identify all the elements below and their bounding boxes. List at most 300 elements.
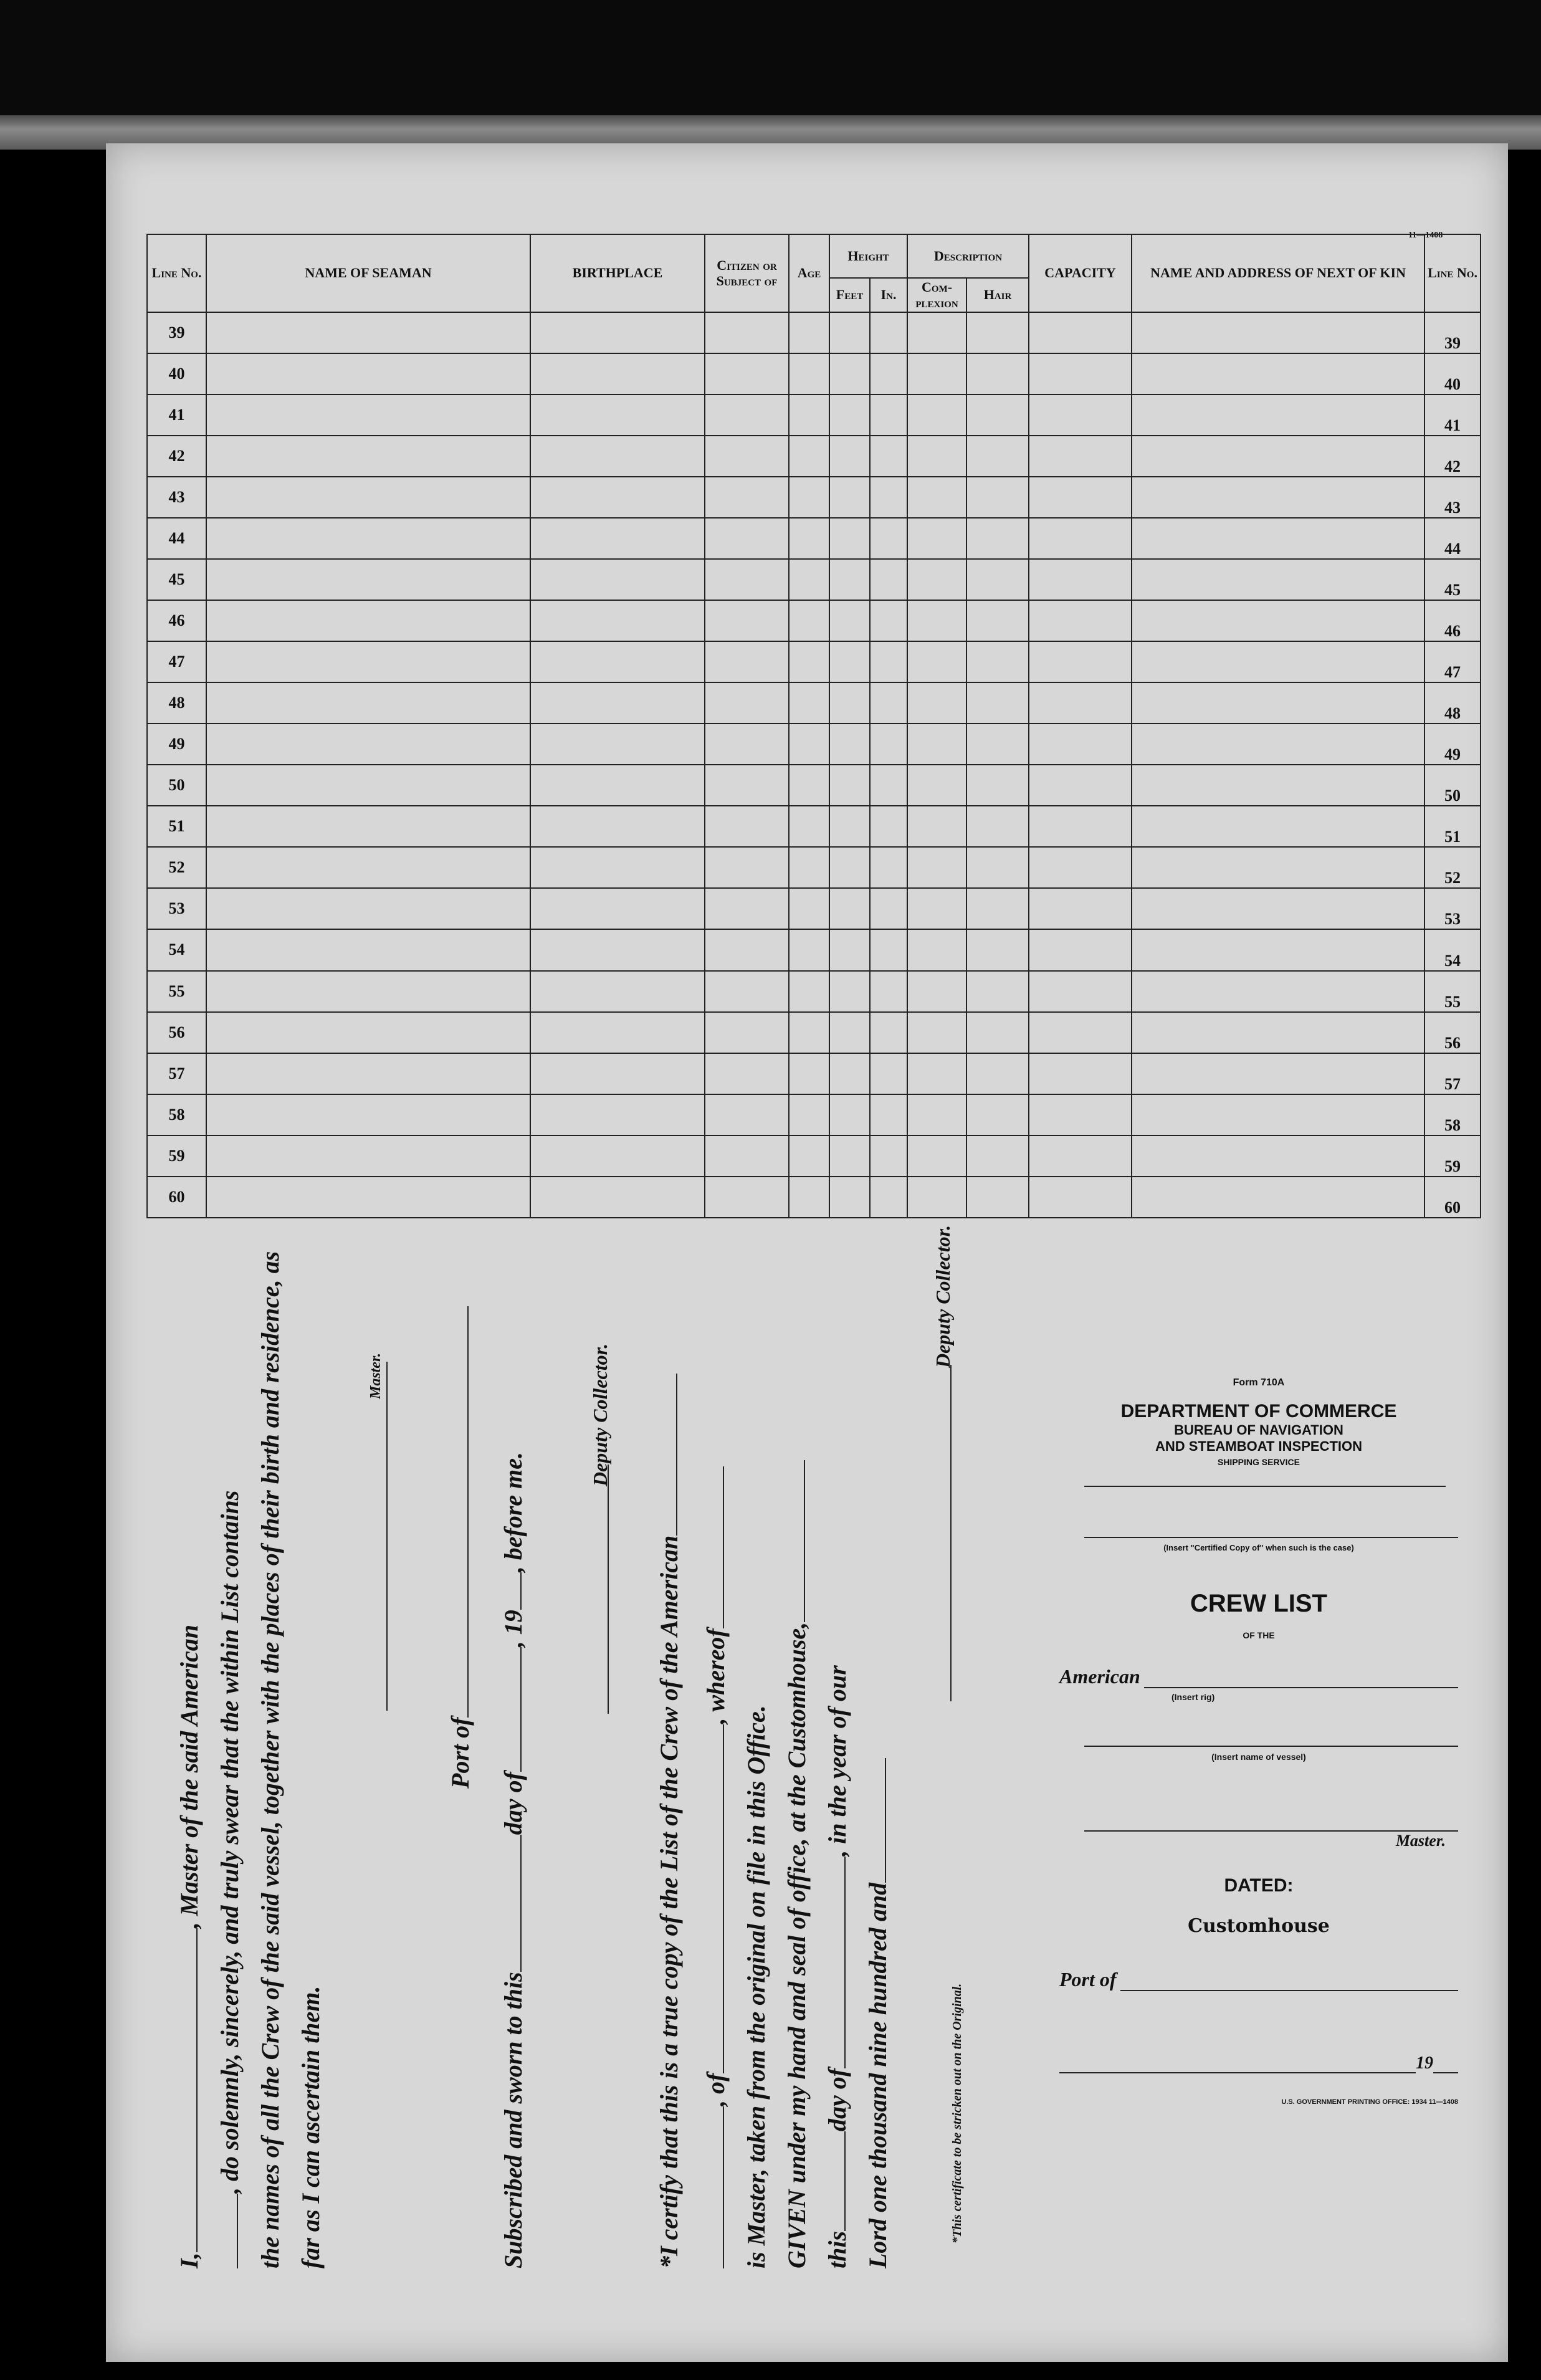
entry-cell [1132, 600, 1424, 641]
line-number-right: 60 [1424, 1177, 1481, 1218]
entry-cell [705, 1177, 789, 1218]
entry-cell [705, 971, 789, 1012]
entry-cell [530, 353, 705, 394]
entry-cell [1029, 1053, 1132, 1094]
line-number-right: 52 [1424, 847, 1481, 888]
line-number-right: 39 [1424, 312, 1481, 353]
line-number-left: 43 [147, 477, 206, 518]
entry-cell [1132, 806, 1424, 847]
entry-cell [1132, 1135, 1424, 1177]
header-description: Description [907, 234, 1029, 278]
master-signature-label [368, 1362, 392, 1711]
entry-cell [530, 1012, 705, 1053]
entry-cell [829, 1177, 870, 1218]
entry-cell [530, 436, 705, 477]
line-number-right: 58 [1424, 1094, 1481, 1135]
entry-cell [530, 1094, 705, 1135]
entry-cell [966, 600, 1029, 641]
customhouse-blank [785, 1460, 805, 1622]
printer-imprint: U.S. GOVERNMENT PRINTING OFFICE: 1934 11—1408 [1281, 2098, 1458, 2106]
entry-cell [206, 559, 530, 600]
cover-panel [1059, 1377, 1458, 2106]
entry-cell [829, 682, 870, 724]
entry-cell [907, 641, 966, 682]
entry-cell [206, 1177, 530, 1218]
line-number-right: 41 [1424, 394, 1481, 436]
entry-cell [966, 1094, 1029, 1135]
entry-cell [206, 806, 530, 847]
subscribed-line: Subscribed and sworn to thisday of, 19, before me. [499, 1451, 527, 2268]
table-row [147, 847, 1481, 888]
certified-copy-note: (Insert "Certified Copy of" when such is the case) [1163, 1543, 1354, 1552]
line-number-left: 58 [147, 1094, 206, 1135]
entry-cell [829, 1012, 870, 1053]
certificate-line-5: thisday of, in the year of our [823, 1665, 851, 2268]
entry-cell [206, 929, 530, 970]
entry-cell [1132, 888, 1424, 929]
entry-cell [530, 806, 705, 847]
oath-line-1: I,, Master of the said American [175, 1625, 203, 2268]
insert-rig-note: (Insert rig) [1171, 1692, 1215, 1702]
entry-cell [206, 436, 530, 477]
line-number-left: 48 [147, 682, 206, 724]
american-label: American [1059, 1665, 1140, 1688]
entry-cell [1029, 353, 1132, 394]
entry-cell [829, 847, 870, 888]
entry-cell [1132, 1177, 1424, 1218]
entry-cell [206, 847, 530, 888]
entry-cell [870, 353, 907, 394]
entry-cell [870, 518, 907, 559]
crew-table-wrapper [146, 234, 1480, 1218]
entry-cell [530, 394, 705, 436]
entry-cell [870, 1094, 907, 1135]
entry-cell [1132, 477, 1424, 518]
line-number-right: 40 [1424, 353, 1481, 394]
entry-cell [966, 971, 1029, 1012]
deputy-collector-blank-2 [932, 1365, 957, 1701]
table-row [147, 682, 1481, 724]
entry-cell [530, 765, 705, 806]
entry-cell [705, 888, 789, 929]
entry-cell [907, 600, 966, 641]
entry-cell [1029, 1012, 1132, 1053]
entry-cell [907, 1135, 966, 1177]
table-row [147, 806, 1481, 847]
entry-cell [789, 1012, 829, 1053]
entry-cell [705, 477, 789, 518]
port-of-line: Port of [446, 1306, 475, 1789]
entry-cell [705, 600, 789, 641]
customhouse-label: Customhouse [1188, 1915, 1330, 1937]
entry-cell [530, 847, 705, 888]
entry-cell [705, 806, 789, 847]
entry-cell [870, 600, 907, 641]
entry-cell [789, 394, 829, 436]
entry-cell [530, 641, 705, 682]
header-complexion: Com-plexion [907, 278, 966, 312]
entry-cell [1029, 888, 1132, 929]
table-row [147, 641, 1481, 682]
entry-cell [1132, 765, 1424, 806]
header-age: Age [789, 234, 829, 312]
line-number-right: 53 [1424, 888, 1481, 929]
table-row [147, 518, 1481, 559]
line-number-left: 39 [147, 312, 206, 353]
entry-cell [789, 806, 829, 847]
entry-cell [966, 477, 1029, 518]
vessel-name-blank [1084, 1746, 1458, 1747]
shipping-service: SHIPPING SERVICE [1217, 1457, 1300, 1467]
entry-cell [705, 436, 789, 477]
cert-month-blank [826, 1857, 846, 2068]
entry-cell [1132, 1053, 1424, 1094]
entry-cell [907, 1053, 966, 1094]
entry-cell [1132, 436, 1424, 477]
entry-cell [907, 888, 966, 929]
entry-cell [907, 847, 966, 888]
entry-cell [1029, 724, 1132, 765]
entry-cell [870, 888, 907, 929]
year-19-label: 19 [1416, 2053, 1433, 2073]
entry-cell [206, 1135, 530, 1177]
entry-cell [789, 518, 829, 559]
entry-cell [966, 847, 1029, 888]
form-code-top: 11—1408 [1408, 231, 1443, 240]
line-number-right: 44 [1424, 518, 1481, 559]
line-number-left: 56 [147, 1012, 206, 1053]
entry-cell [1029, 971, 1132, 1012]
entry-cell [789, 1135, 829, 1177]
entry-cell [705, 353, 789, 394]
american-rig-row [1059, 1665, 1458, 1688]
entry-cell [829, 353, 870, 394]
entry-cell [966, 806, 1029, 847]
entry-cell [966, 436, 1029, 477]
entry-cell [870, 847, 907, 888]
header-capacity: CAPACITY [1029, 234, 1132, 312]
entry-cell [1132, 394, 1424, 436]
table-row [147, 436, 1481, 477]
certificate-line-3: is Master, taken from the original on file in this Office. [742, 1705, 770, 2268]
entry-cell [789, 929, 829, 970]
cert-port-blank [704, 1724, 724, 2073]
table-row [147, 559, 1481, 600]
entry-cell [907, 518, 966, 559]
entry-cell [206, 600, 530, 641]
line-number-left: 50 [147, 765, 206, 806]
line-number-left: 54 [147, 929, 206, 970]
entry-cell [829, 518, 870, 559]
entry-cell [966, 929, 1029, 970]
crew-table-body [147, 312, 1481, 1218]
entry-cell [789, 847, 829, 888]
entry-cell [789, 765, 829, 806]
entry-cell [530, 1135, 705, 1177]
entry-cell [966, 353, 1029, 394]
entry-cell [907, 929, 966, 970]
crew-list-title: CREW LIST [1190, 1590, 1327, 1617]
entry-cell [907, 312, 966, 353]
entry-cell [870, 1177, 907, 1218]
entry-cell [206, 312, 530, 353]
master-name-blank [178, 1928, 198, 2252]
table-row [147, 765, 1481, 806]
line-number-left: 41 [147, 394, 206, 436]
entry-cell [206, 518, 530, 559]
entry-cell [907, 394, 966, 436]
table-row [147, 312, 1481, 353]
entry-cell [1132, 559, 1424, 600]
entry-cell [206, 724, 530, 765]
entry-cell [829, 929, 870, 970]
certified-copy-blank [1084, 1537, 1458, 1538]
certificate-line-2: , of, whereof [701, 1466, 730, 2268]
entry-cell [705, 682, 789, 724]
entry-cell [1132, 641, 1424, 682]
certificate-line-1: *I certify that this is a true copy of the List of the Crew of the American [654, 1374, 684, 2268]
entry-cell [789, 477, 829, 518]
entry-cell [1132, 312, 1424, 353]
table-row [147, 971, 1481, 1012]
line-number-right: 49 [1424, 724, 1481, 765]
line-number-right: 48 [1424, 682, 1481, 724]
cover-master-label: Master. [1395, 1832, 1446, 1850]
entry-cell [870, 477, 907, 518]
entry-cell [870, 312, 907, 353]
line-number-right: 45 [1424, 559, 1481, 600]
entry-cell [705, 394, 789, 436]
entry-cell [1132, 682, 1424, 724]
entry-cell [907, 765, 966, 806]
entry-cell [705, 765, 789, 806]
dated-label: DATED: [1224, 1875, 1294, 1896]
port-blank [449, 1306, 469, 1718]
header-citizen: Citizen or Subject of [705, 234, 789, 312]
entry-cell [1029, 682, 1132, 724]
entry-cell [705, 1012, 789, 1053]
entry-cell [966, 394, 1029, 436]
entry-cell [1132, 971, 1424, 1012]
table-row [147, 1053, 1481, 1094]
line-number-left: 42 [147, 436, 206, 477]
entry-cell [1132, 518, 1424, 559]
cover-port-blank [1120, 1989, 1458, 1991]
header-next-of-kin: NAME AND ADDRESS OF NEXT OF KIN [1132, 234, 1424, 312]
entry-cell [966, 1053, 1029, 1094]
entry-cell [789, 1094, 829, 1135]
department-title: DEPARTMENT OF COMMERCE [1120, 1401, 1397, 1422]
entry-cell [1029, 929, 1132, 970]
entry-cell [829, 641, 870, 682]
entry-cell [530, 1053, 705, 1094]
entry-cell [870, 1012, 907, 1053]
entry-cell [870, 436, 907, 477]
day-blank [502, 1835, 522, 1972]
entry-cell [530, 600, 705, 641]
bureau-line-2: AND STEAMBOAT INSPECTION [1155, 1438, 1363, 1454]
entry-cell [907, 1177, 966, 1218]
line-number-left: 55 [147, 971, 206, 1012]
entry-cell [907, 477, 966, 518]
line-number-left: 46 [147, 600, 206, 641]
entry-cell [789, 682, 829, 724]
entry-cell [829, 1135, 870, 1177]
line-number-right: 43 [1424, 477, 1481, 518]
entry-cell [789, 1053, 829, 1094]
oath-line-3: the names of all the Crew of the said vessel, together with the places of their birth and residence, as [256, 1251, 284, 2268]
entry-cell [789, 436, 829, 477]
entry-cell [530, 971, 705, 1012]
entry-cell [530, 477, 705, 518]
entry-cell [206, 1053, 530, 1094]
line-number-left: 59 [147, 1135, 206, 1177]
entry-cell [907, 353, 966, 394]
date-row [1059, 2053, 1458, 2073]
entry-cell [1132, 847, 1424, 888]
entry-cell [705, 1053, 789, 1094]
entry-cell [1029, 600, 1132, 641]
entry-cell [870, 806, 907, 847]
entry-cell [829, 312, 870, 353]
entry-cell [789, 1177, 829, 1218]
entry-cell [966, 1177, 1029, 1218]
entry-cell [1029, 806, 1132, 847]
entry-cell [966, 1135, 1029, 1177]
crew-table [146, 234, 1481, 1218]
entry-cell [705, 847, 789, 888]
header-hair: Hair [966, 278, 1029, 312]
entry-cell [1029, 847, 1132, 888]
entry-cell [1132, 1094, 1424, 1135]
entry-cell [789, 724, 829, 765]
entry-cell [206, 1012, 530, 1053]
entry-cell [1029, 394, 1132, 436]
entry-cell [1132, 724, 1424, 765]
entry-cell [966, 312, 1029, 353]
entry-cell [1132, 929, 1424, 970]
entry-cell [1029, 1177, 1132, 1218]
entry-cell [829, 600, 870, 641]
rig-blank [1144, 1686, 1458, 1688]
form-number: Form 710A [1233, 1377, 1285, 1388]
entry-cell [966, 641, 1029, 682]
entry-cell [206, 682, 530, 724]
entry-cell [870, 559, 907, 600]
line-number-left: 45 [147, 559, 206, 600]
entry-cell [907, 806, 966, 847]
entry-cell [530, 518, 705, 559]
entry-cell [705, 312, 789, 353]
entry-cell [829, 724, 870, 765]
deputy-collector-label-2: Deputy Collector. [932, 1225, 954, 1368]
entry-cell [1029, 559, 1132, 600]
year-blank [502, 1572, 522, 1610]
entry-cell [870, 1053, 907, 1094]
header-height: Height [829, 234, 907, 278]
deputy-collector-label-1: Deputy Collector. [589, 1343, 611, 1486]
line-number-left: 47 [147, 641, 206, 682]
line-number-right: 47 [1424, 641, 1481, 682]
oath-line-4: far as I can ascertain them. [297, 1986, 325, 2268]
oath-line-2: , do solemnly, sincerely, and truly swear that the within List contains [215, 1491, 244, 2268]
table-row [147, 724, 1481, 765]
entry-cell [1132, 1012, 1424, 1053]
certificate-footnote: *This certificate to be stricken out on the Original. [950, 1983, 964, 2244]
cert-day-blank [826, 2131, 846, 2231]
entry-cell [705, 929, 789, 970]
line-number-left: 40 [147, 353, 206, 394]
year-blank [1433, 2071, 1458, 2073]
entry-cell [530, 1177, 705, 1218]
entry-cell [789, 641, 829, 682]
entry-cell [206, 641, 530, 682]
certificate-line-4: GIVEN under my hand and seal of office, at the Customhouse, [782, 1460, 811, 2268]
table-row [147, 929, 1481, 970]
header-name-of-seaman: NAME OF SEAMAN [206, 234, 530, 312]
port-of-row [1059, 1968, 1458, 1991]
entry-cell [530, 888, 705, 929]
header-feet: Feet [829, 278, 870, 312]
line-number-right: 42 [1424, 436, 1481, 477]
entry-cell [1029, 518, 1132, 559]
entry-cell [966, 724, 1029, 765]
entry-cell [705, 518, 789, 559]
cert-vessel-blank [657, 1374, 677, 1536]
entry-cell [206, 971, 530, 1012]
entry-cell [530, 312, 705, 353]
entry-cell [907, 1094, 966, 1135]
certificate-line-6: Lord one thousand nine hundred and [863, 1758, 892, 2268]
entry-cell [966, 1012, 1029, 1053]
header-line-no: Line No. [147, 234, 206, 312]
table-row [147, 477, 1481, 518]
entry-cell [206, 888, 530, 929]
entry-cell [1029, 436, 1132, 477]
line-number-left: 44 [147, 518, 206, 559]
entry-cell [1029, 641, 1132, 682]
entry-cell [789, 888, 829, 929]
header-line-no-right: Line No. [1424, 234, 1481, 312]
entry-cell [705, 559, 789, 600]
cover-port-label: Port of [1059, 1968, 1117, 1991]
entry-cell [907, 559, 966, 600]
entry-cell [789, 312, 829, 353]
entry-cell [829, 559, 870, 600]
entry-cell [907, 724, 966, 765]
line-number-left: 51 [147, 806, 206, 847]
table-row [147, 353, 1481, 394]
line-number-right: 54 [1424, 929, 1481, 970]
line-number-left: 52 [147, 847, 206, 888]
entry-cell [870, 682, 907, 724]
entry-cell [206, 353, 530, 394]
master-label: Master. [368, 1352, 384, 1399]
entry-cell [789, 971, 829, 1012]
line-number-right: 56 [1424, 1012, 1481, 1053]
entry-cell [1029, 312, 1132, 353]
entry-cell [829, 971, 870, 1012]
entry-cell [966, 888, 1029, 929]
line-number-right: 59 [1424, 1135, 1481, 1177]
entry-cell [705, 1094, 789, 1135]
line-number-left: 53 [147, 888, 206, 929]
entry-cell [829, 806, 870, 847]
cert-year-blank [866, 1758, 886, 1883]
entry-cell [1029, 765, 1132, 806]
table-row [147, 1094, 1481, 1135]
table-row [147, 1135, 1481, 1177]
